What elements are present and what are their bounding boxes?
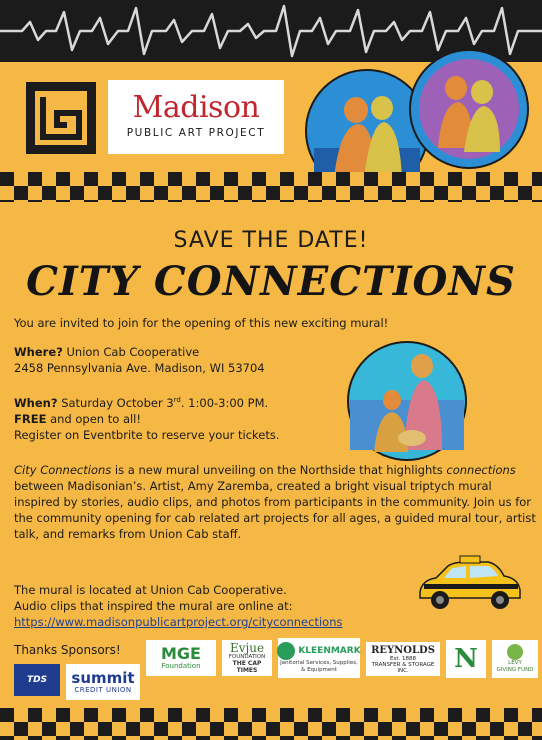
- sponsor-reynolds-logo: [366, 642, 440, 676]
- madison-public-art-logo: [108, 80, 284, 154]
- tree-icon: [507, 644, 523, 660]
- kleenmark-row: [277, 642, 360, 660]
- madison-logo-name: Madison: [132, 90, 260, 125]
- checker-border-bottom: [0, 708, 542, 740]
- mural-image-hug: [408, 48, 530, 170]
- when-ordinal: rd: [173, 396, 181, 404]
- levy-name: LEVY: [508, 660, 522, 666]
- free-label: FREE: [14, 411, 47, 426]
- evjue-name: Evjue: [229, 641, 265, 655]
- when-time: . 1:00-3:00 PM.: [180, 395, 269, 410]
- located-line-2: Audio clips that inspired the mural are online at:: [14, 599, 293, 613]
- sponsor-mge-logo: [146, 640, 216, 676]
- reynolds-est: Est. 1888: [390, 655, 416, 662]
- reynolds-inc: INC.: [397, 667, 409, 674]
- save-the-date: SAVE THE DATE!: [173, 228, 369, 253]
- where-place: Union Cab Cooperative: [66, 345, 200, 359]
- evjue-cap: THE CAP TIMES: [232, 660, 262, 674]
- mge-sub: Foundation: [161, 662, 201, 670]
- madison-logo-subtitle: PUBLIC ART PROJECT: [126, 127, 266, 139]
- checker-border-top: [0, 172, 542, 202]
- sponsor-summit-logo: [66, 664, 140, 700]
- description: [14, 462, 539, 542]
- mural-image-family: [346, 340, 468, 462]
- invite-text: You are invited to join for the opening of this new exciting mural!: [14, 316, 389, 330]
- where-block: [14, 344, 265, 376]
- sponsor-evjue-logo: [222, 640, 272, 676]
- sponsor-n-logo: [446, 640, 486, 678]
- where-address: 2458 Pennsylvania Ave. Madison, WI 53704: [14, 361, 265, 375]
- sponsor-kleenmark-logo: [278, 638, 360, 678]
- evjue-sub: FOUNDATION: [228, 654, 266, 660]
- thanks-sponsors: Thanks Sponsors!: [14, 643, 121, 657]
- located-line-1: The mural is located at Union Cab Cooperative.: [14, 583, 287, 597]
- summit-name: summit: [71, 668, 135, 687]
- event-title: CITY CONNECTIONS: [26, 258, 516, 305]
- register-text: Register on Eventbrite to reserve your tickets.: [14, 427, 280, 442]
- kleenmark-name: KLEENMARK: [298, 646, 361, 656]
- mge-name: MGE: [161, 644, 201, 663]
- reynolds-sub: TRANSFER & STORAGE: [371, 661, 435, 668]
- location-note: [14, 582, 293, 614]
- taxi-icon: [414, 552, 524, 614]
- desc-part-2: between Madisonian’s. Artist, Amy Zaremba, created a bright visual triptych mural inspired by stories, audio clips, and photos from participants in the community. Join us for the community opening for cab related art projects for all ages, a guided mural tour, artist talk, and remarks from Union Cab staff.: [14, 479, 536, 541]
- desc-part-1: is a new mural unveiling on the Northside that highlights: [111, 463, 447, 477]
- union-cab-logo: [26, 82, 96, 154]
- tds-text: TDS: [26, 675, 48, 685]
- when-label: When?: [14, 395, 58, 410]
- free-text: and open to all!: [46, 411, 141, 426]
- mural-link[interactable]: https://www.madisonpublicartproject.org/cityconnections: [14, 615, 343, 629]
- kleenmark-sub: Janitorial Services, Supplies, & Equipment: [280, 660, 358, 673]
- desc-title: City Connections: [14, 463, 112, 477]
- summit-sub: CREDIT UNION: [74, 685, 132, 694]
- kleenmark-icon: [277, 642, 295, 660]
- when-date: Saturday October 3: [61, 395, 174, 410]
- when-block: [14, 392, 280, 443]
- sponsor-levy-logo: [492, 640, 538, 678]
- where-label: Where?: [14, 345, 63, 359]
- levy-sub: GIVING FUND: [496, 667, 534, 673]
- reynolds-name: REYNOLDS: [371, 644, 435, 656]
- n-logo-mark: N: [454, 644, 478, 674]
- sponsor-tds-logo: [14, 664, 60, 696]
- desc-connections: connections: [446, 463, 516, 477]
